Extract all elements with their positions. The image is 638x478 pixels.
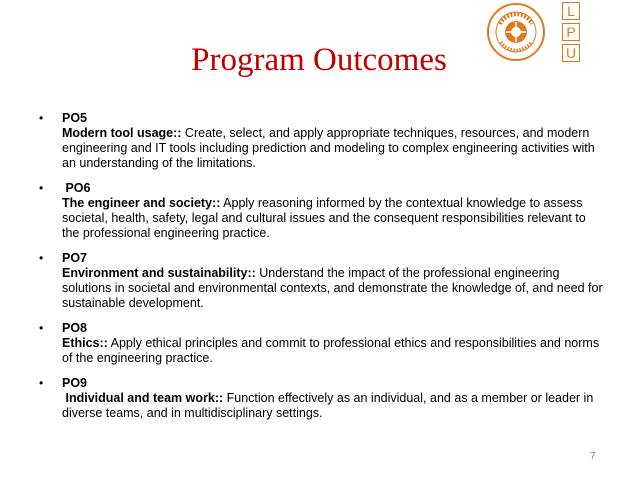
outcome-text: Create, select, and apply appropriate techniques, resources, and modern engineering and IT tools including prediction and modeling to complex engineering activities with an understanding of the limitations. [62,126,595,170]
outcome-item-po8 [36,321,606,366]
outcome-description [62,126,606,171]
logo-letter-u: U [562,44,580,62]
outcome-item-po9 [36,376,606,421]
outcome-code: PO6 [62,181,91,195]
bullet: • [39,181,44,195]
outcome-term: The engineer and society:: [62,196,221,210]
outcome-item-po7 [36,251,606,311]
outcome-code: PO8 [62,321,88,335]
outcome-item-po6 [36,181,606,241]
outcome-term: Modern tool usage:: [62,126,182,140]
outcome-term: Environment and sustainability:: [62,266,256,280]
outcome-code: PO9 [62,376,88,390]
bullet: • [39,251,44,265]
outcome-text: Apply reasoning informed by the contextual knowledge to assess societal, health, safety, legal and cultural issues and the consequent responsibilities relevant to the professional engineering practice. [62,196,586,240]
outcome-text: Apply ethical principles and commit to professional ethics and responsibilities and norms of the engineering practice. [62,336,600,365]
outcome-term: Individual and team work:: [62,391,224,405]
page-number: 7 [590,451,596,462]
logo-letter-p: P [562,23,580,41]
outcome-code: PO5 [62,111,88,125]
outcome-text: Understand the impact of the professional engineering solutions in societal and environmental contexts, and demonstrate the knowledge of, and need for sustainable development. [62,266,603,310]
outcome-list [36,111,606,431]
outcome-description [62,266,606,311]
logo-letter-l: L [562,2,580,20]
outcome-item-po5 [36,111,606,171]
outcome-description [62,196,606,241]
outcome-description [62,391,606,421]
bullet: • [39,376,44,390]
outcome-term: Ethics:: [62,336,108,350]
bullet: • [39,321,44,335]
outcome-text: Function effectively as an individual, and as a member or leader in diverse teams, and in multidisciplinary settings. [62,391,594,420]
slide-title: Program Outcomes [191,42,447,78]
outcome-description [62,336,606,366]
outcome-code: PO7 [62,251,88,265]
bullet: • [39,111,44,125]
